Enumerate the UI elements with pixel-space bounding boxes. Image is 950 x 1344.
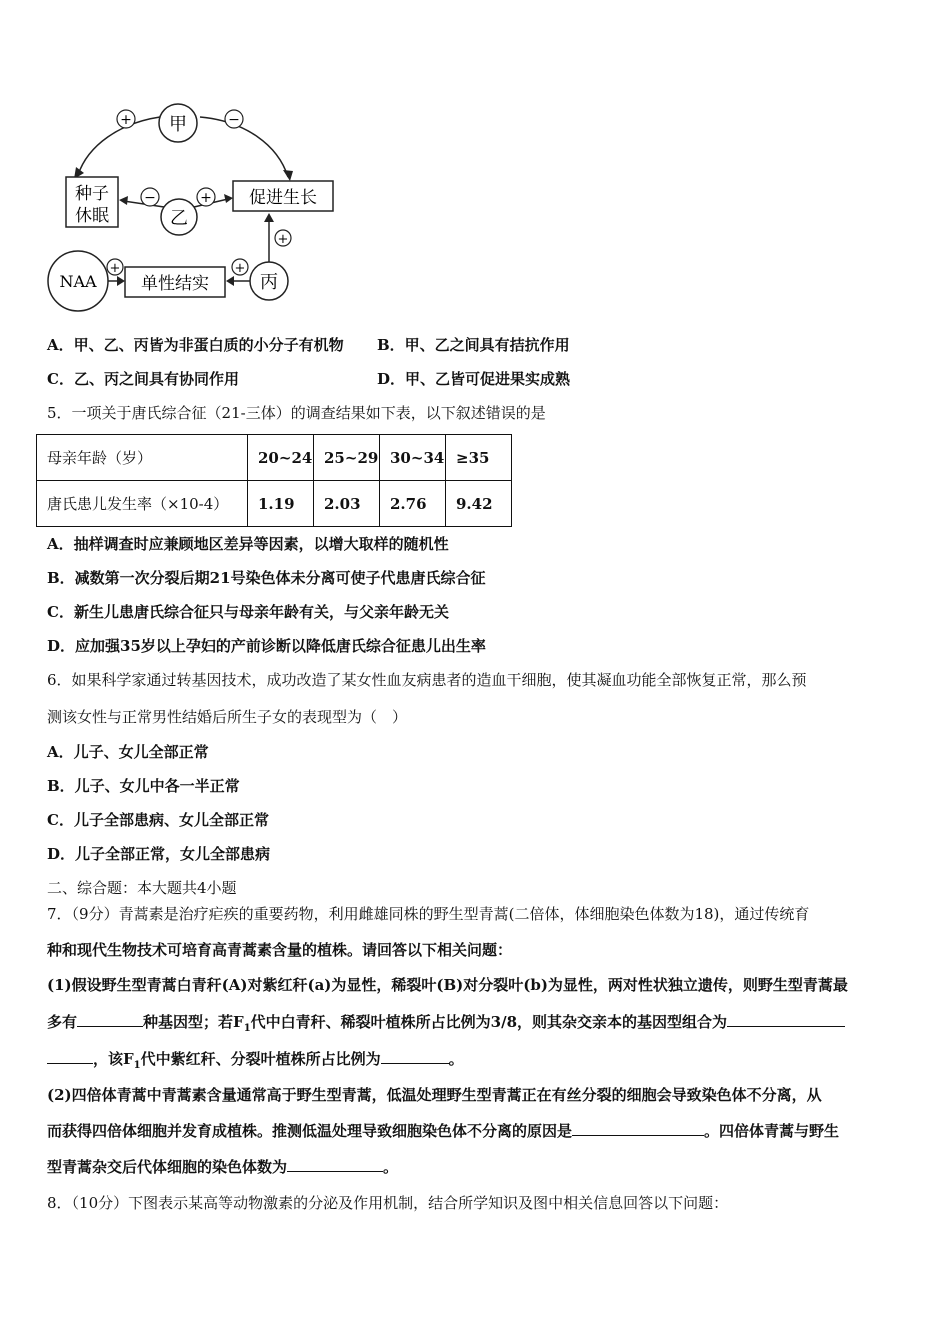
text-fragment: 型青蒿杂交后代体细胞的染色体数为 bbox=[47, 1158, 288, 1176]
q5-stem: 5．一项关于唐氏综合征（21-三体）的调查结果如下表，以下叙述错误的是 bbox=[47, 404, 546, 422]
q5-option-c: C．新生儿患唐氏综合征只与母亲年龄有关，与父亲年龄无关 bbox=[47, 603, 449, 621]
q7-stem-line2: 种和现代生物技术可培育高青蒿素含量的植株。请回答以下相关问题： bbox=[47, 941, 513, 959]
table-header-age: 母亲年龄（岁） bbox=[37, 435, 248, 481]
node-promote-growth bbox=[233, 181, 333, 211]
table-cell: ≥35 bbox=[446, 435, 512, 481]
q8-stem: 8．（10分）下图表示某高等动物激素的分泌及作用机制，结合所学知识及图中相关信息回答以下问题： bbox=[47, 1194, 729, 1212]
f1-label bbox=[233, 1013, 251, 1034]
svg-text:丙: 丙 bbox=[260, 272, 278, 293]
svg-text:甲: 甲 bbox=[169, 114, 187, 135]
q7-part2-line2 bbox=[47, 1121, 839, 1141]
down-syndrome-table bbox=[36, 434, 512, 527]
svg-text:+: + bbox=[120, 112, 132, 128]
q6-option-b: B．儿子、女儿中各一半正常 bbox=[47, 777, 240, 795]
table-row-rate bbox=[37, 481, 512, 527]
svg-text:+: + bbox=[200, 190, 212, 206]
svg-text:−: − bbox=[144, 190, 156, 206]
table-cell: 25~29 bbox=[314, 435, 380, 481]
q4-option-d: D．甲、乙皆可促进果实成熟 bbox=[377, 370, 571, 388]
arrowhead-yi-dormancy bbox=[119, 196, 128, 205]
table-row-age bbox=[37, 435, 512, 481]
plus-sign-jia-dormancy bbox=[117, 110, 135, 128]
plus-sign-yi-growth bbox=[197, 188, 215, 206]
svg-text:NAA: NAA bbox=[59, 272, 97, 291]
f1-main: F bbox=[233, 1013, 244, 1031]
q4-option-c: C．乙、丙之间具有协同作用 bbox=[47, 370, 239, 388]
text-fragment: 。 bbox=[383, 1158, 399, 1176]
svg-text:种子: 种子 bbox=[75, 184, 109, 204]
plus-sign-bing-growth bbox=[275, 230, 291, 247]
text-fragment: 而获得四倍体细胞并发育成植株。推测低温处理导致细胞染色体不分离的原因是 bbox=[47, 1122, 573, 1140]
table-cell: 2.76 bbox=[380, 481, 446, 527]
answer-blank-parent-genotypes-cont[interactable] bbox=[47, 1049, 93, 1064]
q7-part2-line3 bbox=[47, 1157, 398, 1177]
plus-sign-bing-parthenocarpy bbox=[232, 259, 248, 276]
node-parthenocarpy bbox=[125, 267, 225, 297]
q6-stem-line1: 6．如果科学家通过转基因技术，成功改造了某女性血友病患者的造血干细胞，使其凝血功能全部恢复正常，那么预 bbox=[47, 671, 807, 689]
table-header-rate: 唐氏患儿发生率（×10-4） bbox=[37, 481, 248, 527]
plus-sign-naa bbox=[107, 259, 123, 276]
node-jia bbox=[159, 104, 197, 142]
f1-sub: 1 bbox=[133, 1060, 141, 1071]
arrowhead-naa bbox=[117, 276, 125, 286]
text-fragment: ，该 bbox=[93, 1050, 124, 1068]
minus-sign-yi-dormancy bbox=[141, 188, 159, 206]
answer-blank-proportion[interactable] bbox=[381, 1049, 449, 1064]
node-yi bbox=[161, 199, 197, 235]
q7-part1-line3 bbox=[47, 1049, 464, 1076]
svg-text:+: + bbox=[277, 232, 289, 247]
text-fragment: 。四倍体青蒿与野生 bbox=[704, 1122, 840, 1140]
table-cell: 9.42 bbox=[446, 481, 512, 527]
svg-text:促进生长: 促进生长 bbox=[249, 188, 317, 208]
node-seed-dormancy bbox=[66, 177, 118, 227]
q7-part1-line1: (1)假设野生型青蒿白青秆(A)对紫红秆(a)为显性，稀裂叶(B)对分裂叶(b)为显性，两对性状独立遗传，则野生型青蒿最 bbox=[47, 976, 848, 994]
q6-option-d: D．儿子全部正常，女儿全部患病 bbox=[47, 845, 271, 863]
q6-option-a: A．儿子、女儿全部正常 bbox=[47, 743, 209, 761]
f1-main: F bbox=[123, 1050, 134, 1068]
svg-text:休眠: 休眠 bbox=[75, 206, 109, 226]
answer-blank-genotype-count[interactable] bbox=[77, 1012, 143, 1027]
q5-option-a: A．抽样调查时应兼顾地区差异等因素，以增大取样的随机性 bbox=[47, 535, 449, 553]
arrowhead-growth-top bbox=[283, 170, 293, 181]
table-cell: 30~34 bbox=[380, 435, 446, 481]
text-fragment: 多有 bbox=[47, 1013, 78, 1031]
text-fragment: 代中紫红秆、分裂叶植株所占比例为 bbox=[140, 1050, 381, 1068]
answer-blank-cold-reason[interactable] bbox=[572, 1121, 704, 1136]
text-fragment: 。 bbox=[448, 1050, 464, 1068]
arrowhead-bing-parthenocarpy bbox=[226, 276, 234, 286]
text-fragment: 代中白青秆、稀裂叶植株所占比例为3/8，则其杂交亲本的基因型组合为 bbox=[250, 1013, 728, 1031]
q6-option-c: C．儿子全部患病、女儿全部正常 bbox=[47, 811, 269, 829]
arc-jia-to-growth bbox=[200, 117, 288, 177]
q7-part1-line2 bbox=[47, 1012, 845, 1039]
hormone-interaction-diagram bbox=[40, 95, 350, 320]
node-bing bbox=[250, 262, 288, 300]
q7-stem-line1: 7．（9分）青蒿素是治疗疟疾的重要药物，利用雌雄同株的野生型青蒿(二倍体，体细胞染色体数为18)，通过传统育 bbox=[47, 905, 810, 923]
arrowhead-bing-growth bbox=[264, 213, 274, 222]
node-naa bbox=[48, 251, 108, 311]
svg-text:乙: 乙 bbox=[170, 208, 188, 229]
section-heading: 二、综合题：本大题共4小题 bbox=[47, 879, 237, 897]
q7-part2-line1: (2)四倍体青蒿中青蒿素含量通常高于野生型青蒿，低温处理野生型青蒿正在有丝分裂的细胞会导致染色体不分离，从 bbox=[47, 1086, 822, 1104]
arrowhead-yi-growth bbox=[224, 194, 233, 203]
svg-text:+: + bbox=[109, 261, 121, 276]
q4-option-a: A．甲、乙、丙皆为非蛋白质的小分子有机物 bbox=[47, 336, 344, 354]
svg-text:+: + bbox=[234, 261, 246, 276]
text-fragment: 种基因型；若 bbox=[143, 1013, 234, 1031]
q5-option-b: B．减数第一次分裂后期21号染色体未分离可使子代患唐氏综合征 bbox=[47, 569, 486, 587]
table-cell: 1.19 bbox=[248, 481, 314, 527]
table-cell: 2.03 bbox=[314, 481, 380, 527]
q5-option-d: D．应加强35岁以上孕妇的产前诊断以降低唐氏综合征患儿出生率 bbox=[47, 637, 486, 655]
table-cell: 20~24 bbox=[248, 435, 314, 481]
answer-blank-chromosome-count[interactable] bbox=[287, 1157, 383, 1172]
svg-text:−: − bbox=[228, 112, 240, 128]
q6-stem-line2: 测该女性与正常男性结婚后所生子女的表现型为（ ） bbox=[47, 708, 408, 726]
f1-sub: 1 bbox=[243, 1023, 251, 1034]
q4-option-b: B．甲、乙之间具有拮抗作用 bbox=[377, 336, 570, 354]
f1-label bbox=[123, 1050, 141, 1071]
answer-blank-parent-genotypes[interactable] bbox=[727, 1012, 845, 1027]
svg-text:单性结实: 单性结实 bbox=[141, 274, 209, 294]
arc-jia-to-dormancy bbox=[78, 117, 160, 175]
minus-sign-jia-growth bbox=[225, 110, 243, 128]
